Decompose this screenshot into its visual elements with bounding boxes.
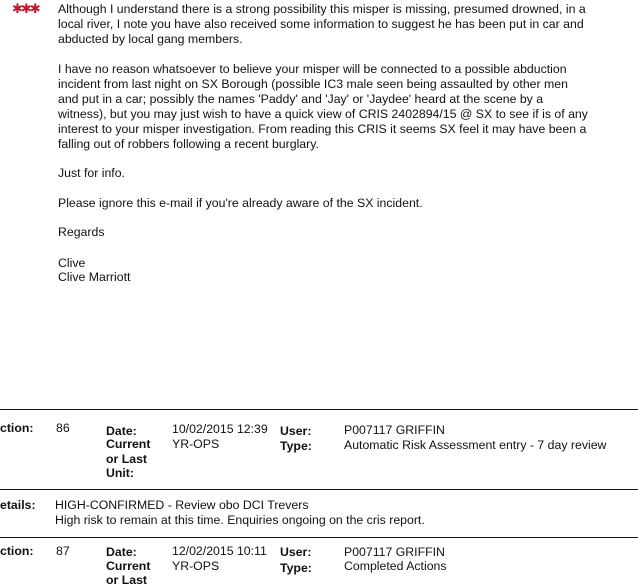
regards: Regards — [58, 225, 105, 239]
action-number: 86 — [56, 421, 70, 435]
type-value: Automatic Risk Assessment entry - 7 day review — [344, 438, 607, 452]
action-label: ction: — [0, 544, 34, 558]
user-value: P007117 GRIFFIN — [344, 545, 445, 559]
email-paragraph-1 — [58, 2, 638, 47]
date-value: 10/02/2015 12:39 — [172, 422, 268, 436]
unit-label-current: Current — [106, 437, 151, 451]
type-label: Type: — [280, 439, 312, 453]
text-line: Although I understand there is a strong possibility this misper is missing, presumed drowned, in a — [58, 2, 586, 16]
user-value: P007117 GRIFFIN — [344, 423, 445, 437]
text-line: falling out of robbers following a recent burglary. — [58, 137, 319, 151]
details-line-1: HIGH-CONFIRMED - Review obo DCI Trevers — [55, 498, 309, 512]
action-number: 87 — [56, 544, 70, 558]
ignore-note: Please ignore this e-mail if you're already aware of the SX incident. — [58, 196, 423, 210]
divider — [0, 409, 638, 410]
text-line: interest to your misper investigation. From reading this CRIS it seems SX feel it may have been a — [58, 122, 587, 136]
signature-first-name: Clive — [58, 256, 86, 270]
details-line-2: High risk to remain at this time. Enquiries ongoing on the cris report. — [55, 513, 425, 527]
date-label: Date: — [106, 424, 137, 438]
unit-label-unit: Unit: — [106, 466, 134, 480]
type-label: Type: — [280, 561, 312, 575]
date-value: 12/02/2015 10:11 — [172, 544, 267, 558]
unit-value: YR-OPS — [172, 437, 220, 451]
just-for-info: Just for info. — [58, 166, 125, 180]
date-label: Date: — [106, 545, 137, 559]
unit-label-or-last: or Last — [106, 573, 147, 587]
divider — [0, 489, 638, 490]
red-stars-icon: ✱✱✱ — [12, 1, 39, 16]
text-line: and put in a car; possibly the names 'Paddy' and 'Jay' or 'Jaydee' heard at the scene by a — [58, 92, 544, 106]
details-label: etails: — [0, 498, 36, 512]
unit-label-current: Current — [106, 559, 151, 573]
user-label: User: — [280, 545, 312, 559]
action-label: ction: — [0, 421, 34, 435]
unit-value: YR-OPS — [172, 559, 220, 573]
divider — [0, 537, 638, 538]
user-label: User: — [280, 424, 312, 438]
text-line: witness), but you may just wish to have a quick view of CRIS 2402894/15 @ SX to see if is of any — [58, 107, 588, 121]
type-value: Completed Actions — [344, 559, 447, 573]
text-line: I have no reason whatsoever to believe your misper will be connected to a possible abduction — [58, 62, 567, 76]
text-line: abducted by local gang members. — [58, 32, 243, 46]
unit-label-or-last: or Last — [106, 452, 147, 466]
signature-full-name: Clive Marriott — [58, 270, 131, 284]
text-line: incident from last night on SX Borough (possible IC3 male seen being assaulted by other men — [58, 77, 568, 91]
text-line: local river, I note you have also received some information to suggest he has been put in car and — [58, 17, 584, 31]
email-paragraph-2 — [58, 62, 638, 152]
